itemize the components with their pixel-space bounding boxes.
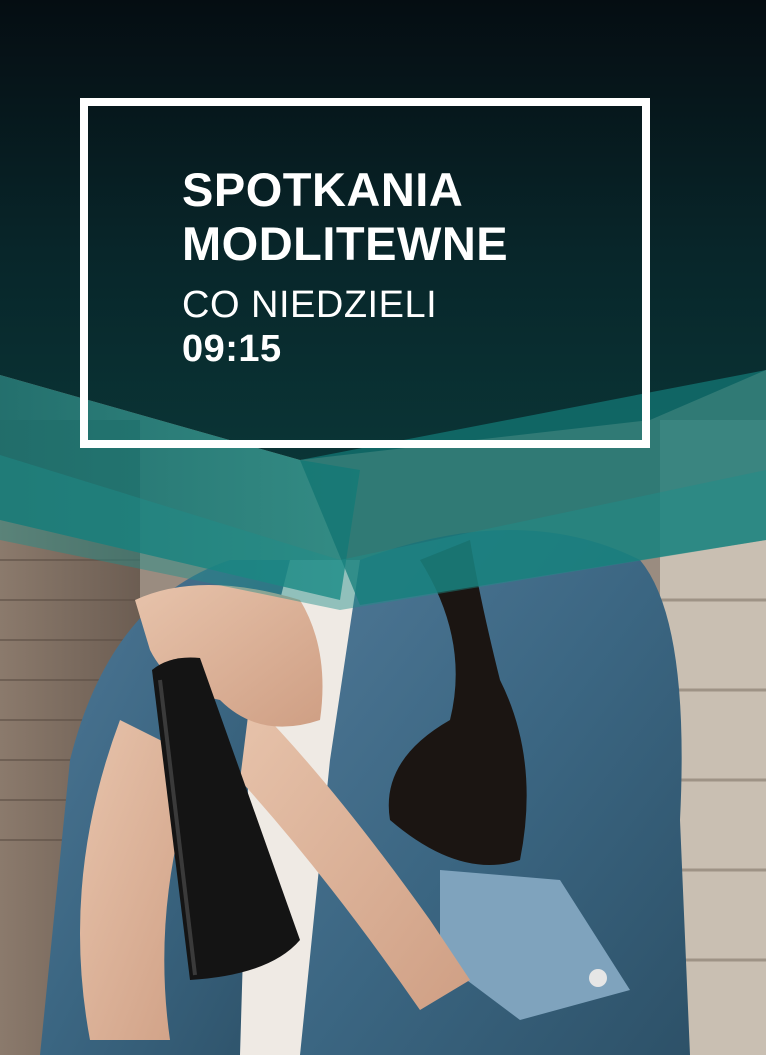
title-line-1: SPOTKANIA	[182, 163, 464, 216]
poster-text	[182, 163, 602, 371]
title-line-2: MODLITEWNE	[182, 217, 509, 270]
meeting-time: 09:15	[182, 328, 282, 370]
schedule-subtitle: CO NIEDZIELI	[182, 284, 438, 326]
cuff-button	[589, 969, 607, 987]
